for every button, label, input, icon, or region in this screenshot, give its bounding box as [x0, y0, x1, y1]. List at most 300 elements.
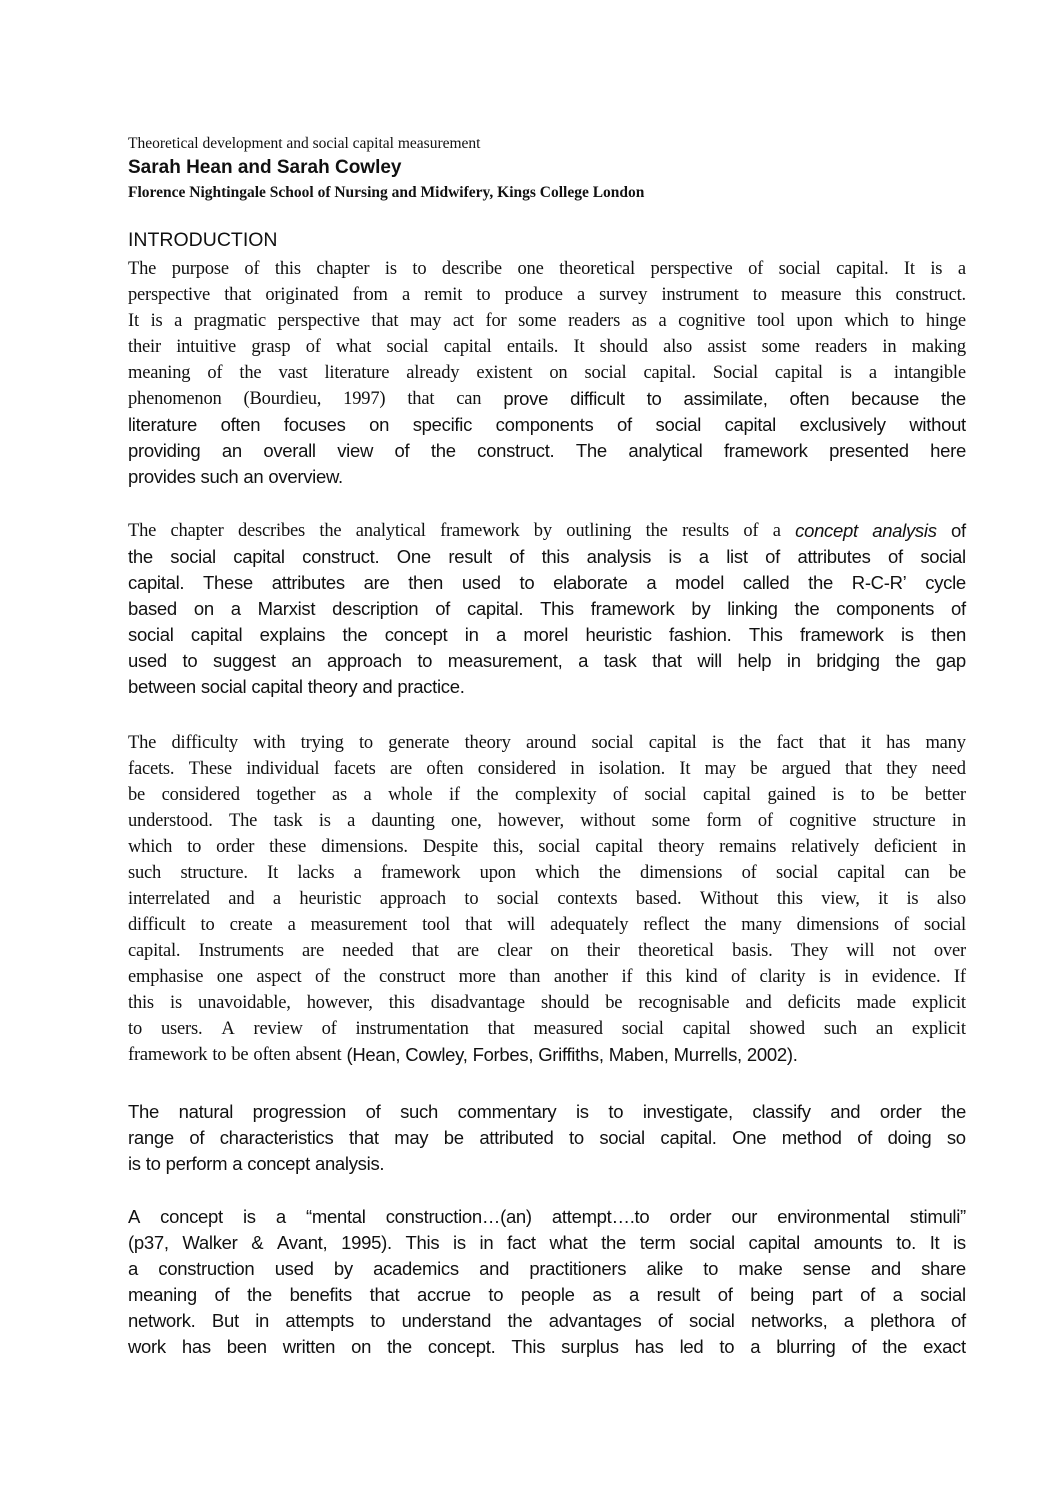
word: that: [844, 759, 872, 779]
word: however,: [306, 993, 373, 1013]
word: be: [605, 993, 623, 1013]
word: perspective: [650, 259, 733, 279]
word: to: [900, 311, 915, 331]
word: phenomenon: [128, 389, 222, 409]
word: a: [843, 1310, 854, 1331]
word: framework: [723, 440, 808, 461]
word: be: [750, 759, 768, 779]
word: grasp: [251, 337, 291, 357]
word: cognitive: [678, 311, 746, 331]
text-line: [128, 360, 966, 386]
word: It: [903, 259, 915, 279]
word: and: [870, 1258, 901, 1279]
text-line: [128, 990, 966, 1016]
word: &: [251, 1232, 264, 1253]
word: fact: [776, 733, 804, 753]
word: some: [651, 811, 690, 831]
word: argued: [781, 759, 831, 779]
word: capital: [443, 337, 492, 357]
word: of: [305, 337, 321, 357]
word: to: [703, 1258, 719, 1279]
text-line: [128, 860, 966, 886]
word: the: [941, 1101, 966, 1122]
word: is: [576, 1101, 589, 1122]
word: These: [188, 759, 232, 779]
text-line: [128, 782, 966, 808]
word: a: [347, 811, 356, 831]
word: more: [458, 967, 496, 987]
text-line: [128, 1042, 966, 1068]
word: the: [895, 650, 921, 671]
text-line: [128, 308, 966, 334]
word: their: [586, 941, 620, 961]
word: concept: [247, 1153, 310, 1174]
word: one: [517, 259, 544, 279]
word: is: [318, 811, 331, 831]
word: users.: [160, 1019, 203, 1039]
word: make: [738, 1258, 783, 1279]
word: construct.: [477, 440, 555, 461]
word: One: [396, 546, 431, 567]
word: a: [576, 285, 585, 305]
word: the: [247, 1284, 272, 1305]
word: a: [495, 624, 506, 645]
word: of: [394, 440, 410, 461]
word: measured: [533, 1019, 603, 1039]
word: theory: [658, 837, 705, 857]
word: aspect: [256, 967, 302, 987]
word: understood.: [128, 811, 213, 831]
word: vast: [278, 363, 308, 383]
word: of: [730, 967, 746, 987]
word: fashion.: [669, 624, 732, 645]
word: a: [646, 572, 657, 593]
word: theory: [307, 676, 358, 697]
word: understand: [401, 1310, 492, 1331]
word: what: [336, 337, 372, 357]
word: and: [479, 1258, 510, 1279]
word: pragmatic: [193, 311, 267, 331]
word: to: [412, 259, 427, 279]
word: are: [302, 941, 325, 961]
word: capital: [190, 624, 243, 645]
word: method: [781, 1127, 842, 1148]
word: a: [892, 1284, 903, 1305]
word: elaborate: [553, 572, 628, 593]
word: provides: [128, 466, 196, 487]
word: may: [704, 759, 736, 779]
word: this: [541, 546, 570, 567]
word: to: [519, 572, 535, 593]
paragraph: [128, 1204, 966, 1360]
word: of: [314, 967, 330, 987]
word: measurement: [310, 915, 408, 935]
word: investigate,: [642, 1101, 733, 1122]
word: a: [128, 1258, 138, 1279]
word: cycle: [925, 572, 966, 593]
word: capital.: [128, 572, 185, 593]
word: of: [509, 546, 525, 567]
word: upon: [796, 311, 833, 331]
word: has: [181, 1336, 211, 1357]
word: which: [535, 863, 580, 883]
text-line: [128, 570, 966, 596]
word: of: [244, 259, 260, 279]
word: a: [287, 915, 296, 935]
word: of: [612, 785, 628, 805]
word: of: [950, 598, 966, 619]
word: Griffiths,: [538, 1044, 604, 1065]
word: this: [645, 967, 672, 987]
word: components: [836, 598, 935, 619]
paragraph: [128, 1099, 966, 1177]
word: construct.: [895, 285, 966, 305]
word: such: [823, 1019, 857, 1039]
word: some: [518, 311, 557, 331]
word: attributed: [479, 1127, 554, 1148]
word: approach: [379, 889, 446, 909]
word: this: [274, 259, 301, 279]
word: framework: [590, 598, 675, 619]
word: help: [737, 650, 772, 671]
word: It: [679, 759, 691, 779]
word: that: [818, 733, 846, 753]
word: It: [573, 337, 585, 357]
word: explains: [259, 624, 326, 645]
word: overview.: [268, 466, 343, 487]
word: relatively: [791, 837, 860, 857]
word: an: [243, 466, 264, 487]
word: should: [541, 993, 590, 1013]
word: in: [464, 624, 479, 645]
word: linking: [727, 598, 778, 619]
word: to: [464, 889, 479, 909]
word: gap: [935, 650, 966, 671]
text-line: [128, 282, 966, 308]
word: instrumentation: [355, 1019, 469, 1039]
word: outlining: [566, 521, 632, 541]
word: commentary: [457, 1101, 557, 1122]
word: which: [844, 311, 889, 331]
word: often: [220, 414, 261, 435]
word: R-C-R’: [851, 572, 907, 593]
word: from: [352, 285, 388, 305]
word: many: [925, 733, 966, 753]
running-title: Theoretical development and social capital measurement: [128, 135, 481, 152]
word: a: [750, 1336, 761, 1357]
word: form: [706, 811, 742, 831]
word: difficult: [128, 915, 186, 935]
word: results: [682, 521, 729, 541]
word: and: [228, 889, 255, 909]
word: also: [663, 337, 693, 357]
word: some: [761, 337, 800, 357]
word: between: [128, 676, 196, 697]
word: perspective: [277, 311, 360, 331]
word: The: [128, 733, 157, 753]
word: is: [832, 785, 845, 805]
word: to: [488, 1284, 504, 1305]
word: in: [951, 837, 966, 857]
word: It: [929, 1232, 940, 1253]
word: to: [476, 285, 491, 305]
word: has: [886, 733, 911, 753]
word: and: [362, 676, 393, 697]
word: the: [476, 785, 499, 805]
word: literature: [324, 363, 390, 383]
word: they: [886, 759, 918, 779]
word: an: [221, 440, 242, 461]
word: facets.: [128, 759, 175, 779]
text-line: [128, 1230, 966, 1256]
word: social: [778, 259, 821, 279]
word: to: [128, 1019, 142, 1039]
word: showed: [749, 1019, 805, 1039]
word: is: [930, 259, 943, 279]
word: led: [679, 1336, 704, 1357]
word: has: [634, 1336, 664, 1357]
word: concept: [384, 624, 448, 645]
text-line: [128, 674, 966, 700]
word: A: [221, 1019, 235, 1039]
word: in: [570, 759, 585, 779]
word: social: [584, 363, 627, 383]
word: based.: [635, 889, 682, 909]
word: readers: [815, 337, 868, 357]
word: the: [387, 1336, 412, 1357]
word: amounts: [813, 1232, 883, 1253]
text-line: [128, 596, 966, 622]
word: also: [936, 889, 966, 909]
word: to: [719, 1336, 735, 1357]
word: the: [343, 967, 366, 987]
word: act: [452, 311, 474, 331]
word: capital.: [466, 598, 524, 619]
word: evidence.: [871, 967, 941, 987]
word: of: [893, 915, 909, 935]
word: natural: [178, 1101, 234, 1122]
word: create: [229, 915, 273, 935]
text-line: [128, 1125, 966, 1151]
word: capital.: [836, 259, 889, 279]
text-line: [128, 256, 966, 282]
word: is: [150, 311, 163, 331]
word: overall: [263, 440, 316, 461]
word: tool: [756, 311, 785, 331]
word: prove: [503, 388, 549, 409]
word: advantages: [548, 1310, 642, 1331]
word: is: [953, 1232, 966, 1253]
text-line: [128, 412, 966, 438]
word: be: [948, 863, 966, 883]
word: lacks: [297, 863, 335, 883]
word: to: [752, 285, 767, 305]
word: capital.: [660, 1127, 717, 1148]
word: and: [745, 993, 772, 1013]
word: here: [930, 440, 966, 461]
word: a: [957, 259, 966, 279]
word: an: [875, 1019, 893, 1039]
word: capital.: [643, 363, 696, 383]
word: as: [331, 785, 347, 805]
word: of: [189, 1127, 205, 1148]
word: approach: [326, 650, 402, 671]
word: bridging: [816, 650, 880, 671]
word: social: [538, 837, 581, 857]
word: is: [900, 624, 914, 645]
word: be: [443, 1127, 464, 1148]
word: stimuli”: [909, 1206, 966, 1227]
word: The: [128, 259, 157, 279]
word: then: [931, 624, 966, 645]
word: to: [370, 1310, 386, 1331]
word: people: [520, 1284, 575, 1305]
word: considered: [161, 785, 240, 805]
word: fact: [507, 1232, 536, 1253]
word: practitioners: [529, 1258, 627, 1279]
word: social: [599, 1127, 645, 1148]
word: analysis.: [314, 1153, 385, 1174]
word: This: [748, 624, 783, 645]
word: analysis: [872, 520, 937, 541]
word: social: [496, 889, 539, 909]
word: literature: [128, 414, 197, 435]
word: of: [888, 546, 903, 567]
word: task: [603, 650, 637, 671]
word: The: [128, 1101, 159, 1122]
word: clear: [497, 941, 533, 961]
word: of: [951, 1310, 966, 1331]
word: are: [390, 759, 412, 779]
word: one,: [451, 811, 482, 831]
word: specific: [412, 414, 473, 435]
word: result: [656, 1284, 701, 1305]
word: theory: [464, 733, 511, 753]
word: result: [448, 546, 492, 567]
word: to: [417, 650, 433, 671]
word: to: [608, 1101, 624, 1122]
word: intangible: [893, 363, 966, 383]
word: social: [775, 863, 818, 883]
word: social: [920, 546, 966, 567]
word: of: [757, 811, 773, 831]
word: of: [765, 546, 780, 567]
word: the: [882, 1336, 908, 1357]
word: facets: [333, 759, 376, 779]
word: may: [409, 311, 442, 331]
word: recognisable: [638, 993, 730, 1013]
word: without: [580, 811, 636, 831]
text-line: [128, 808, 966, 834]
word: in: [882, 337, 897, 357]
word: providing: [128, 440, 201, 461]
word: is: [818, 967, 831, 987]
word: deficient: [874, 837, 937, 857]
word: Cowley,: [405, 1044, 468, 1065]
word: analytical: [628, 440, 703, 461]
word: networks,: [750, 1310, 828, 1331]
word: classify: [752, 1101, 811, 1122]
word: by: [333, 1258, 353, 1279]
word: of: [741, 863, 757, 883]
word: that: [369, 1284, 400, 1305]
word: view,: [821, 889, 860, 909]
word: remains: [719, 837, 777, 857]
word: Murrells,: [673, 1044, 742, 1065]
word: dimensions: [796, 915, 879, 935]
word: need: [931, 759, 966, 779]
word: Instruments: [198, 941, 284, 961]
word: environmental: [777, 1206, 890, 1227]
text-line: [128, 912, 966, 938]
text-line: [128, 622, 966, 648]
word: capital: [648, 733, 697, 753]
word: to: [182, 650, 198, 671]
word: because: [851, 388, 920, 409]
word: theoretical: [559, 259, 635, 279]
word: can: [904, 863, 930, 883]
word: deficits: [787, 993, 841, 1013]
word: This: [405, 1232, 440, 1253]
word: The: [228, 811, 258, 831]
word: the: [128, 546, 153, 567]
text-line: [128, 1099, 966, 1125]
word: theoretical: [637, 941, 714, 961]
word: surplus: [561, 1336, 619, 1357]
word: perform: [165, 1153, 228, 1174]
word: to: [358, 733, 373, 753]
word: this: [776, 889, 803, 909]
word: attributes: [271, 572, 345, 593]
word: But: [211, 1310, 239, 1331]
word: be: [231, 1045, 249, 1065]
word: is: [243, 1206, 256, 1227]
text-line: [128, 1016, 966, 1042]
word: with: [253, 733, 286, 753]
word: will: [697, 650, 722, 671]
word: capital: [748, 1232, 800, 1253]
word: social: [170, 546, 216, 567]
word: heuristic: [299, 889, 362, 909]
word: emphasise: [128, 967, 204, 987]
word: a: [232, 1153, 243, 1174]
word: It: [267, 863, 279, 883]
text-line: [128, 964, 966, 990]
word: description: [332, 598, 419, 619]
word: can: [456, 389, 482, 409]
word: construction…(an): [385, 1206, 532, 1227]
word: daunting: [371, 811, 435, 831]
word: that: [652, 650, 682, 671]
word: perspective: [128, 285, 211, 305]
word: of: [657, 1310, 673, 1331]
word: be: [128, 785, 146, 805]
word: explicit: [911, 993, 966, 1013]
word: basis.: [732, 941, 773, 961]
word: whole: [388, 785, 433, 805]
word: work: [128, 1336, 166, 1357]
word: a: [174, 311, 183, 331]
word: assimilate,: [683, 388, 768, 409]
text-line: [128, 334, 966, 360]
word: blurring: [776, 1336, 836, 1357]
word: social: [689, 1232, 735, 1253]
word: the: [239, 363, 262, 383]
word: explicit: [911, 1019, 966, 1039]
word: chapter: [316, 259, 370, 279]
word: are: [456, 941, 479, 961]
word: these: [269, 837, 307, 857]
